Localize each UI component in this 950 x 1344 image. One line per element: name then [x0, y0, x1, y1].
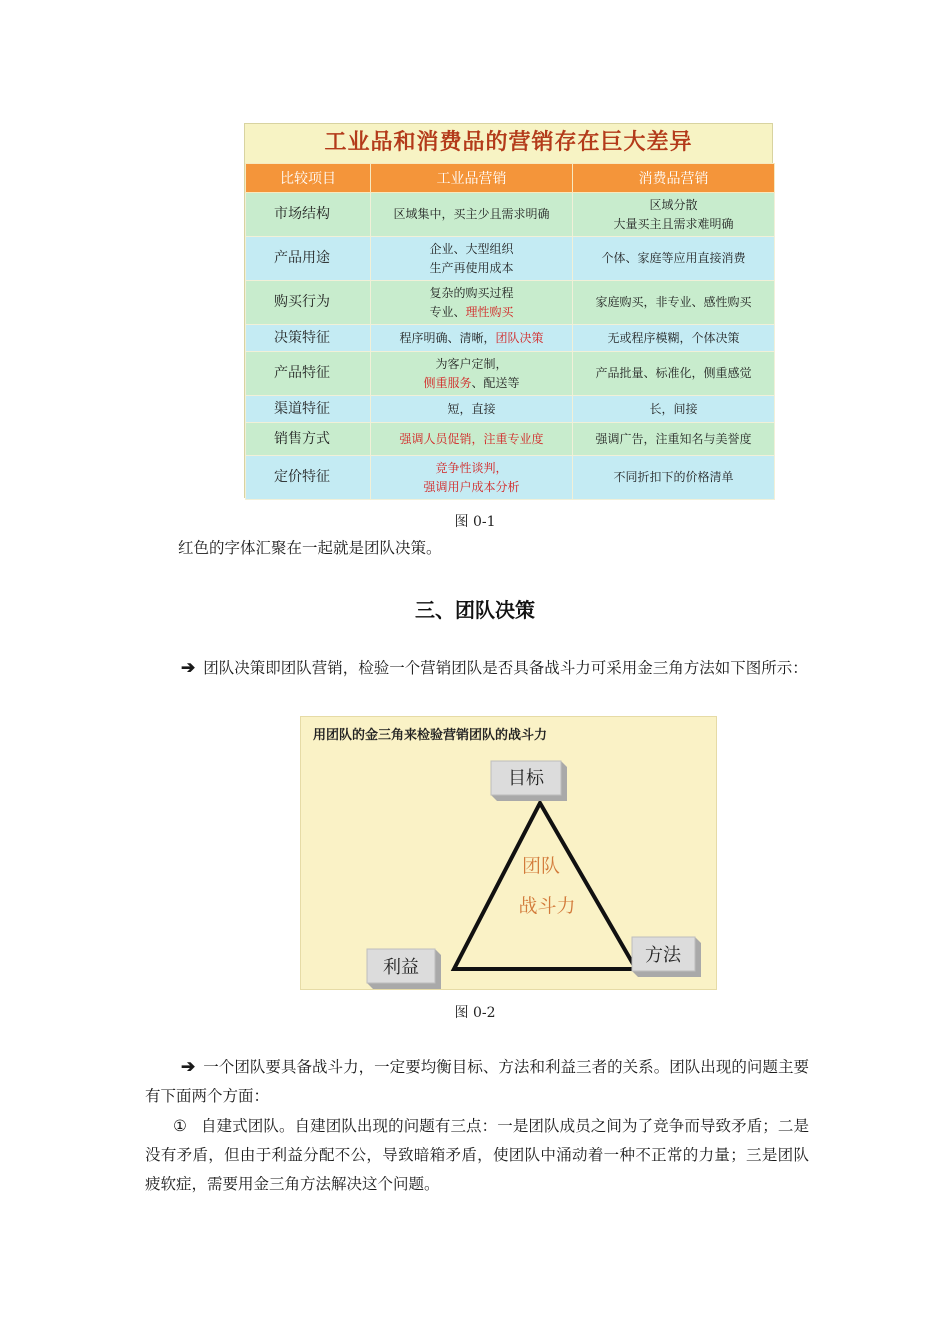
method-label: 方法	[645, 945, 681, 966]
table-row	[246, 281, 775, 325]
row-label: 定价特征	[246, 456, 371, 500]
center-label-team: 团队	[521, 855, 561, 877]
cell-text: 个体、家庭等应用直接消费	[601, 251, 746, 265]
header-industrial: 工业品营销	[371, 164, 573, 193]
cell-line	[576, 329, 771, 348]
cell-text: 竞争性谈判，	[435, 460, 508, 475]
consumer-cell	[573, 396, 775, 423]
cell-line	[374, 329, 569, 348]
cell-line	[374, 240, 569, 259]
row-label: 产品用途	[246, 237, 371, 281]
balance-paragraph-text: 一个团队要具备战斗力，一定要均衡目标、方法和利益三者的关系。团队出现的问题主要有下面两个方面：	[145, 1058, 809, 1105]
cell-text: 专业、	[429, 304, 466, 319]
cell-line	[576, 468, 771, 487]
consumer-cell	[573, 237, 775, 281]
industrial-cell	[371, 352, 573, 396]
intro-paragraph	[145, 654, 809, 683]
row-label: 渠道特征	[246, 396, 371, 423]
cell-text: 大量买主且需求难明确	[613, 216, 734, 231]
header-consumer: 消费品营销	[573, 164, 775, 193]
consumer-cell	[573, 352, 775, 396]
cell-text: 强调人员促销，注重专业度	[399, 431, 544, 446]
cell-line	[374, 400, 569, 419]
section-heading: 三、团队决策	[415, 598, 535, 622]
cell-text-rest: 、配送等	[471, 375, 520, 390]
row-label: 产品特征	[246, 352, 371, 396]
figure-caption-2: 图 0-2	[454, 1005, 496, 1021]
cell-text: 生产再使用成本	[429, 260, 514, 275]
list-marker: ①	[173, 1117, 187, 1135]
row-label: 销售方式	[246, 423, 371, 456]
note-paragraph: 红色的字体汇聚在一起就是团队决策。	[178, 539, 442, 557]
cell-text: 区域集中，买主少且需求明确	[393, 207, 550, 221]
cell-line	[374, 259, 569, 278]
row-label: 决策特征	[246, 325, 371, 352]
table-row	[246, 456, 775, 500]
industrial-cell	[371, 396, 573, 423]
table-row	[246, 423, 775, 456]
method-box	[632, 937, 701, 977]
triangle-diagram	[301, 717, 718, 991]
consumer-cell	[573, 281, 775, 325]
cell-line	[374, 284, 569, 303]
figure-title: 工业品和消费品的营销存在巨大差异	[324, 129, 693, 155]
cell-text: 产品批量、标准化，侧重感觉	[595, 366, 752, 380]
table-row	[246, 325, 775, 352]
consumer-cell	[573, 423, 775, 456]
cell-text: 家庭购买，非专业、感性购买	[595, 295, 752, 309]
cell-line	[576, 293, 771, 312]
cell-line	[374, 355, 569, 374]
cell-text: 强调广告，注重知名与美誉度	[595, 431, 752, 446]
consumer-cell	[573, 456, 775, 500]
table-header-row	[246, 164, 775, 193]
industrial-cell	[371, 281, 573, 325]
goal-label: 目标	[508, 768, 544, 789]
golden-triangle-figure	[300, 716, 717, 990]
cell-line	[576, 215, 771, 234]
benefit-label: 利益	[383, 957, 419, 978]
balance-paragraph	[145, 1053, 809, 1111]
right-arrow-icon: ➔	[181, 658, 196, 678]
diagram-title: 用团队的金三角来检验营销团队的战斗力	[313, 728, 548, 743]
table-row	[246, 193, 775, 237]
intro-paragraph-text: 团队决策即团队营销，检验一个营销团队是否具备战斗力可采用金三角方法如下图所示：	[203, 659, 808, 677]
comparison-table	[245, 163, 775, 500]
cell-line	[576, 249, 771, 268]
table-row	[246, 396, 775, 423]
right-arrow-icon: ➔	[181, 1057, 196, 1077]
cell-text: 复杂的购买过程	[429, 285, 514, 300]
comparison-table-figure	[244, 123, 773, 498]
cell-line	[374, 303, 569, 322]
self-built-team-paragraph	[145, 1112, 809, 1199]
consumer-cell	[573, 325, 775, 352]
cell-line	[576, 364, 771, 383]
cell-line	[374, 430, 569, 449]
benefit-box	[367, 949, 441, 989]
cell-text: 不同折扣下的价格清单	[613, 470, 734, 484]
cell-line	[576, 430, 771, 449]
cell-text-highlight: 团队决策	[495, 330, 544, 345]
row-label: 购买行为	[246, 281, 371, 325]
cell-text: 强调用户成本分析	[423, 479, 520, 494]
self-built-team-text: 自建式团队。自建团队出现的问题有三点：一是团队成员之间为了竞争而导致矛盾；二是没有矛盾，但由于利益分配不公，导致暗箱矛盾，使团队中涌动着一种不正常的力量；三是团队疲软症，需要用金三角方法解决这个问题。	[145, 1117, 809, 1193]
goal-box	[491, 761, 567, 801]
industrial-cell	[371, 325, 573, 352]
cell-line	[374, 459, 569, 478]
triangle-shape	[454, 803, 636, 969]
row-label: 市场结构	[246, 193, 371, 237]
cell-text: 短，直接	[447, 401, 496, 416]
table-row	[246, 237, 775, 281]
center-label-strength: 战斗力	[518, 895, 576, 917]
header-compare-item: 比较项目	[246, 164, 371, 193]
cell-text: 程序明确、清晰，	[399, 330, 496, 345]
table-row	[246, 352, 775, 396]
cell-line	[374, 374, 569, 393]
industrial-cell	[371, 237, 573, 281]
cell-text: 长，间接	[649, 401, 698, 416]
cell-line	[576, 196, 771, 215]
cell-text: 无或程序模糊，个体决策	[607, 330, 740, 345]
cell-text: 企业、大型组织	[429, 241, 514, 256]
industrial-cell	[371, 193, 573, 237]
cell-line	[374, 478, 569, 497]
cell-text: 区域分散	[649, 197, 698, 212]
cell-text: 侧重服务	[423, 375, 472, 390]
cell-text: 为客户定制，	[435, 356, 508, 371]
industrial-cell	[371, 456, 573, 500]
consumer-cell	[573, 193, 775, 237]
industrial-cell	[371, 423, 573, 456]
cell-text-highlight: 理性购买	[465, 304, 514, 319]
cell-line	[576, 400, 771, 419]
figure-caption: 图 0-1	[454, 514, 496, 530]
cell-line	[374, 205, 569, 224]
